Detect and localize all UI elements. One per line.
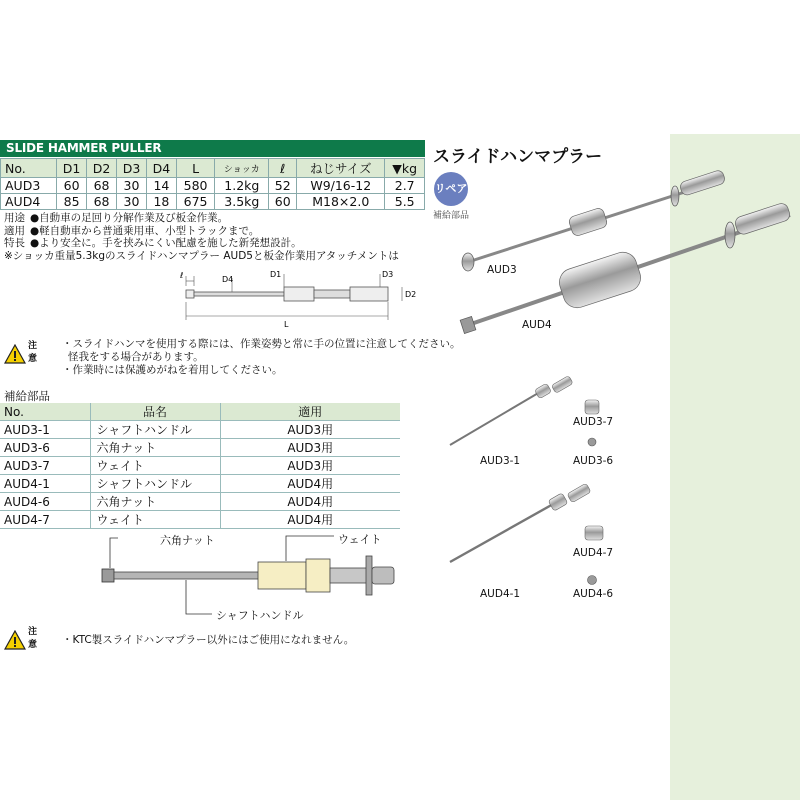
spec-header-cell: D2 bbox=[87, 159, 117, 178]
parts-row bbox=[0, 493, 400, 511]
spec-cell: 85 bbox=[57, 194, 87, 210]
caution-line: ・スライドハンマを使用する際には、作業姿勢と常に手の位置に注意してください。 bbox=[62, 338, 461, 350]
parts-cell: 六角ナット bbox=[90, 493, 220, 511]
parts-row bbox=[0, 511, 400, 529]
parts-cell: AUD4-1 bbox=[0, 475, 90, 493]
purpose-text: ●自動車の足回り分解作業及び板金作業。 bbox=[30, 212, 229, 224]
caution-line: 怪我をする場合があります。 bbox=[68, 351, 204, 363]
hex-nut-shape bbox=[102, 569, 114, 582]
spec-cell: 3.5kg bbox=[215, 194, 269, 210]
parts-cell: AUD4用 bbox=[220, 511, 400, 529]
spec-row bbox=[1, 178, 425, 194]
caution-label: 注意 bbox=[28, 341, 38, 364]
parts-header-cell: No. bbox=[0, 403, 90, 421]
weight-shape bbox=[258, 562, 306, 589]
parts-row bbox=[0, 421, 400, 439]
aud4-1-part-image bbox=[450, 483, 591, 562]
aud4-label: AUD4 bbox=[522, 319, 552, 331]
spec-header-row bbox=[1, 159, 425, 178]
spec-header-cell: ショッカ bbox=[215, 159, 269, 178]
apply-text: ●軽自動車から普通乗用車、小型トラックまで。 bbox=[30, 224, 260, 237]
parts-cell: AUD4用 bbox=[220, 493, 400, 511]
spec-header-cell: No. bbox=[1, 159, 57, 178]
spec-row bbox=[1, 194, 425, 210]
product-title: スライドハンマプラー bbox=[433, 147, 603, 167]
aud4-6-label: AUD4-6 bbox=[573, 588, 614, 600]
parts-cell: 六角ナット bbox=[90, 439, 220, 457]
parts-heading: 補給部品 bbox=[4, 389, 50, 403]
usage-section bbox=[4, 212, 399, 262]
aud3-7-part-image bbox=[585, 400, 599, 414]
dim-label-d1: D1 bbox=[270, 270, 282, 279]
spec-header-cell: D4 bbox=[146, 159, 176, 178]
dim-label-L: L bbox=[284, 320, 289, 328]
spec-header-cell: ▼kg bbox=[385, 159, 425, 178]
dim-label-l: ℓ bbox=[180, 271, 184, 280]
dimension-drawing bbox=[172, 268, 422, 328]
spec-cell: M18×2.0 bbox=[297, 194, 385, 210]
repair-sub-label: 補給部品 bbox=[433, 211, 470, 221]
spec-cell: AUD3 bbox=[1, 178, 57, 194]
aud3-1-label: AUD3-1 bbox=[480, 455, 521, 467]
aud3-6-label: AUD3-6 bbox=[573, 455, 614, 467]
parts-cell: AUD3用 bbox=[220, 439, 400, 457]
purpose-label: 用途 bbox=[4, 212, 25, 224]
aud4-7-part-image bbox=[585, 526, 603, 540]
dim-label-d4: D4 bbox=[222, 275, 234, 284]
parts-row bbox=[0, 475, 400, 493]
spec-cell: 68 bbox=[87, 178, 117, 194]
parts-cell: AUD4用 bbox=[220, 475, 400, 493]
feature-label: 特長 bbox=[4, 237, 25, 249]
aud3-label: AUD3 bbox=[487, 264, 517, 276]
caution-line: ・作業時には保護めがねを着用してください。 bbox=[62, 364, 283, 376]
spec-cell: 30 bbox=[117, 178, 147, 194]
dim-label-d3: D3 bbox=[382, 270, 394, 279]
parts-cell: シャフトハンドル bbox=[90, 421, 220, 439]
spec-title: SLIDE HAMMER PULLER bbox=[0, 140, 425, 157]
spec-cell: 30 bbox=[117, 194, 147, 210]
spec-header-cell: ねじサイズ bbox=[297, 159, 385, 178]
dim-label-d2: D2 bbox=[405, 290, 417, 299]
spec-cell: 5.5 bbox=[385, 194, 425, 210]
spec-header-cell: ℓ bbox=[269, 159, 297, 178]
aud4-1-label: AUD4-1 bbox=[480, 588, 521, 600]
spec-cell: 14 bbox=[146, 178, 176, 194]
spec-table bbox=[0, 158, 425, 210]
spec-cell: 60 bbox=[269, 194, 297, 210]
parts-cell: ウェイト bbox=[90, 511, 220, 529]
spec-cell: W9/16-12 bbox=[297, 178, 385, 194]
parts-cell: AUD3-7 bbox=[0, 457, 90, 475]
spec-header-cell: D1 bbox=[57, 159, 87, 178]
parts-cell: AUD3-1 bbox=[0, 421, 90, 439]
feature-text: ●より安全に。手を挟みにくい配慮を施した新発想設計。 bbox=[30, 237, 302, 249]
spec-cell: 68 bbox=[87, 194, 117, 210]
aud4-7-label: AUD4-7 bbox=[573, 547, 614, 559]
parts-header-cell: 適用 bbox=[220, 403, 400, 421]
spec-cell: 1.2kg bbox=[215, 178, 269, 194]
diagram-label-shaft: シャフトハンドル bbox=[216, 609, 304, 622]
parts-cell: AUD4-6 bbox=[0, 493, 90, 511]
aud4-6-part-image bbox=[588, 576, 597, 585]
diagram-label-weight: ウェイト bbox=[338, 533, 382, 546]
spec-cell: 675 bbox=[176, 194, 214, 210]
spec-header-cell: D3 bbox=[117, 159, 147, 178]
warning-icon bbox=[4, 630, 26, 650]
repair-badge: リペア bbox=[434, 172, 468, 206]
parts-cell: AUD3用 bbox=[220, 421, 400, 439]
warning-icon bbox=[4, 344, 26, 364]
parts-header-cell: 品名 bbox=[90, 403, 220, 421]
aud3-1-part-image bbox=[450, 376, 573, 445]
parts-row bbox=[0, 457, 400, 475]
parts-table bbox=[0, 403, 400, 529]
spec-cell: 60 bbox=[57, 178, 87, 194]
shaft-handle-shape bbox=[114, 572, 264, 579]
apply-label: 適用 bbox=[4, 224, 25, 237]
parts-row bbox=[0, 439, 400, 457]
caution-label: 注意 bbox=[28, 627, 38, 650]
aud3-tool-image bbox=[462, 169, 726, 271]
spec-cell: 52 bbox=[269, 178, 297, 194]
product-photo bbox=[430, 160, 800, 620]
parts-cell: AUD3-6 bbox=[0, 439, 90, 457]
spec-cell: 580 bbox=[176, 178, 214, 194]
aud3-6-part-image bbox=[588, 438, 596, 446]
parts-cell: AUD4-7 bbox=[0, 511, 90, 529]
diagram-label-nut: 六角ナット bbox=[160, 534, 215, 547]
caution-text bbox=[62, 338, 460, 377]
spec-header-cell: L bbox=[176, 159, 214, 178]
parts-cell: AUD3用 bbox=[220, 457, 400, 475]
spec-cell: 2.7 bbox=[385, 178, 425, 194]
parts-cell: ウェイト bbox=[90, 457, 220, 475]
parts-cell: シャフトハンドル bbox=[90, 475, 220, 493]
aud3-7-label: AUD3-7 bbox=[573, 416, 614, 428]
spec-cell: AUD4 bbox=[1, 194, 57, 210]
parts-header-row bbox=[0, 403, 400, 421]
caution-text: ・KTC製スライドハンマプラー以外にはご使用になれません。 bbox=[62, 634, 355, 646]
usage-note: ※ショッカ重量5.3kgのスライドハンマプラー AUD5と板金作業用アタッチメントは bbox=[4, 249, 399, 262]
spec-cell: 18 bbox=[146, 194, 176, 210]
